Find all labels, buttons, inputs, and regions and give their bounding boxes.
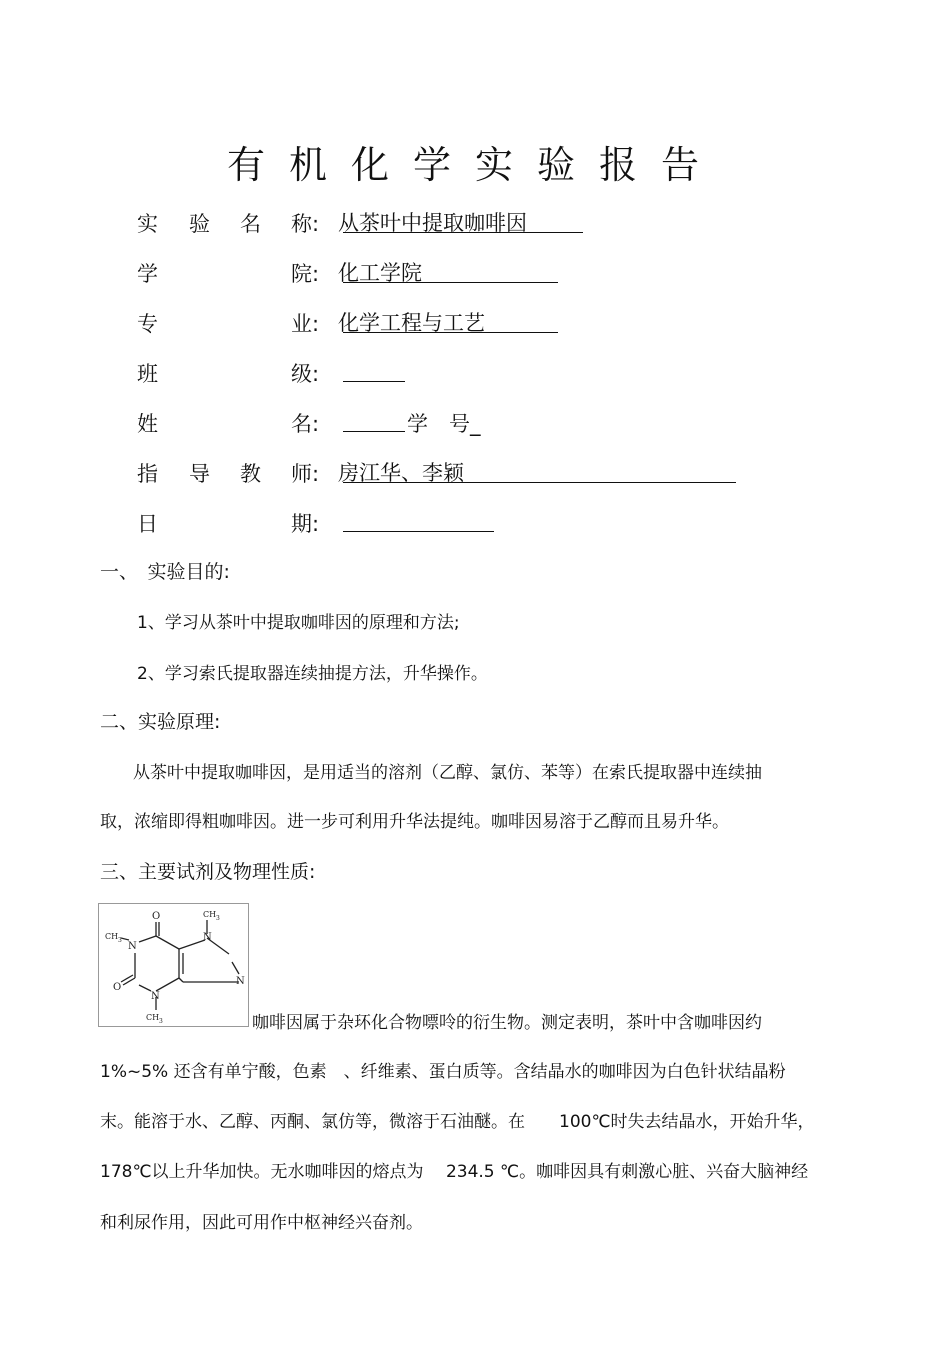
student-name-underline	[343, 431, 405, 432]
structure-atom-label: O	[113, 982, 122, 993]
reagents-line: 1%~5% 还含有单宁酸，色素 、纤维素、蛋白质等。含结晶水的咖啡因为白色针状结晶粉	[100, 1062, 786, 1082]
purpose-item: 1、学习从茶叶中提取咖啡因的原理和方法;	[137, 613, 460, 633]
structure-atom-label: 3	[118, 937, 122, 944]
college-underline	[343, 282, 558, 283]
teacher-underline	[343, 482, 736, 483]
structure-atom-label: N	[151, 991, 160, 1002]
structure-atom-label: O	[152, 911, 161, 922]
class-underline	[343, 381, 405, 382]
experiment-name-underline	[343, 232, 583, 233]
label-char: 院:	[291, 262, 320, 286]
label-char: 专	[137, 312, 158, 336]
label-char: 级:	[291, 362, 320, 386]
structure-atom-label: CH	[146, 1013, 160, 1022]
section-heading-principle: 二、实验原理:	[100, 711, 221, 733]
label-char: 指	[137, 462, 158, 486]
student-id-label: 学 号_	[407, 412, 481, 436]
label-char: 业:	[291, 312, 320, 336]
reagents-line: 和利尿作用，因此可用作中枢神经兴奋剂。	[100, 1213, 423, 1233]
structure-atom-label: N	[128, 941, 137, 952]
label-char: 教	[240, 462, 261, 486]
date-underline	[343, 531, 494, 532]
section-heading-reagents: 三、主要试剂及物理性质:	[100, 861, 316, 883]
structure-atom-label: CH	[203, 910, 217, 919]
section-heading-purpose: 一、 实验目的:	[100, 561, 230, 583]
major-value: 化学工程与工艺	[338, 311, 485, 335]
label-char: 班	[137, 362, 158, 386]
major-underline	[343, 332, 558, 333]
label-char: 称:	[291, 212, 320, 236]
label-char: 名	[240, 212, 261, 236]
structure-atom-label: 3	[216, 915, 220, 922]
structure-atom-label: N	[236, 976, 245, 987]
label-char: 验	[189, 212, 210, 236]
label-char: 姓	[137, 412, 158, 436]
page-title: 有机化学实验报告	[226, 143, 723, 187]
caffeine-structure-drawing	[99, 904, 250, 1028]
reagents-line: 178℃以上升华加快。无水咖啡因的熔点为 234.5 ℃。咖啡因具有刺激心脏、兴奋大脑神经	[100, 1162, 809, 1182]
reagents-line: 咖啡因属于杂环化合物嘌呤的衍生物。测定表明，茶叶中含咖啡因约	[252, 1013, 762, 1033]
label-char: 导	[189, 462, 210, 486]
principle-line: 从茶叶中提取咖啡因，是用适当的溶剂（乙醇、氯仿、苯等）在索氏提取器中连续抽	[133, 763, 762, 783]
experiment-name-value: 从茶叶中提取咖啡因	[338, 211, 527, 235]
teacher-value: 房江华、李颖	[338, 461, 464, 485]
label-char: 师:	[291, 462, 320, 486]
purpose-item: 2、学习索氏提取器连续抽提方法，升华操作。	[137, 664, 488, 684]
principle-line: 取，浓缩即得粗咖啡因。进一步可利用升华法提纯。咖啡因易溶于乙醇而且易升华。	[100, 812, 729, 832]
structure-atom-label: N	[203, 932, 212, 943]
label-char: 日	[137, 512, 158, 536]
caffeine-structure-image	[98, 903, 249, 1027]
label-char: 名:	[291, 412, 320, 436]
label-char: 期:	[291, 512, 320, 536]
structure-atom-label: 3	[159, 1018, 163, 1025]
reagents-line: 末。能溶于水、乙醇、丙酮、氯仿等，微溶于石油醚。在 100℃时失去结晶水，开始升华，	[100, 1112, 815, 1132]
college-value: 化工学院	[338, 261, 422, 285]
structure-atom-label: CH	[105, 932, 119, 941]
label-char: 实	[137, 212, 158, 236]
label-char: 学	[137, 262, 158, 286]
